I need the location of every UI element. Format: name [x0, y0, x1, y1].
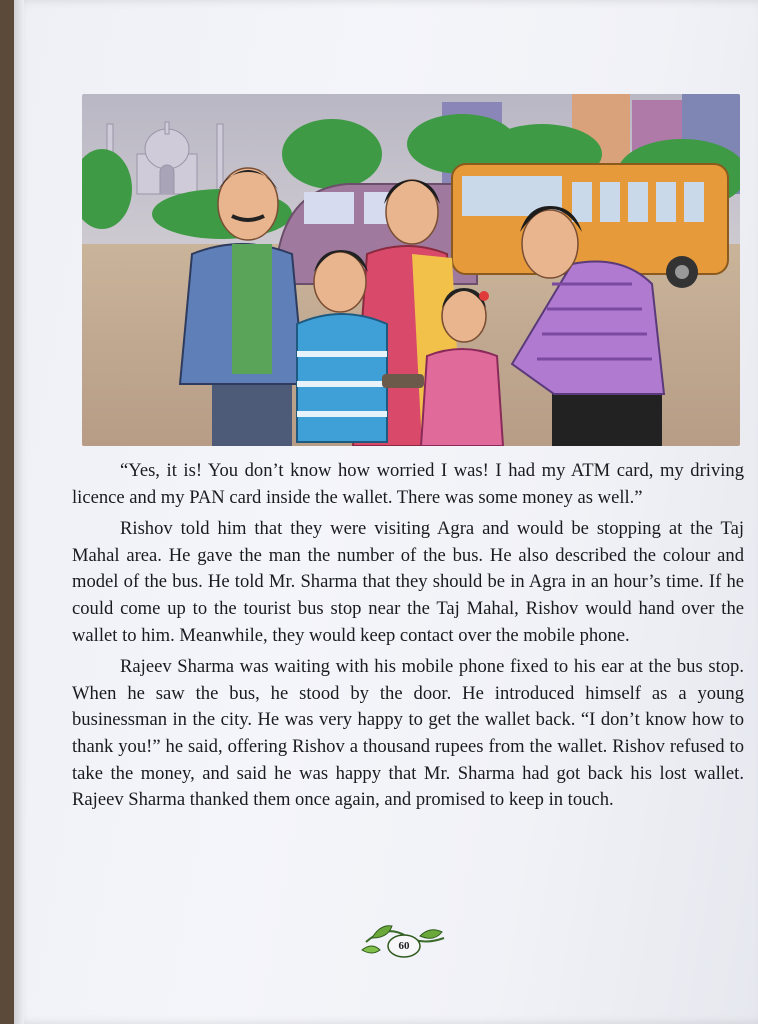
page-footer — [360, 920, 450, 968]
story-paragraph-1: “Yes, it is! You don’t know how worried I was! I had my ATM card, my driving licence and my PAN card inside the wallet. There was some money as well.” — [72, 460, 744, 508]
wallet-icon — [382, 374, 424, 388]
story-paragraph-3: Rajeev Sharma was waiting with his mobile phone fixed to his ear at the bus stop. When he saw the bus, he stood by the door. He introduced himself as a young businessman in the city. He was very happy to get the wallet back. “I don’t know how to thank you!” he said, offering Rishov a thousand rupees from the wallet. Rishov refused to take the money, and said he was happy that Mr. Sharma had got back his lost wallet. Rajeev Sharma thanked them once again, and promised to keep in touch. — [72, 656, 744, 811]
story-illustration — [82, 94, 740, 446]
page-number: 60 — [398, 940, 410, 952]
page-binding-edge — [14, 0, 24, 1024]
story-text — [72, 458, 744, 814]
family-returning-wallet-illustration-icon — [82, 94, 740, 446]
story-paragraph-2: Rishov told him that they were visiting Agra and would be stopping at the Taj Mahal area. He gave the man the number of the bus. He also described the colour and model of the bus. He told Mr. Sharma that they should be in Agra in an hour’s time. If he could come up to the tourist bus stop near the Taj Mahal, Rishov would hand over the wallet to him. Meanwhile, they would keep contact over the mobile phone. — [72, 518, 744, 646]
